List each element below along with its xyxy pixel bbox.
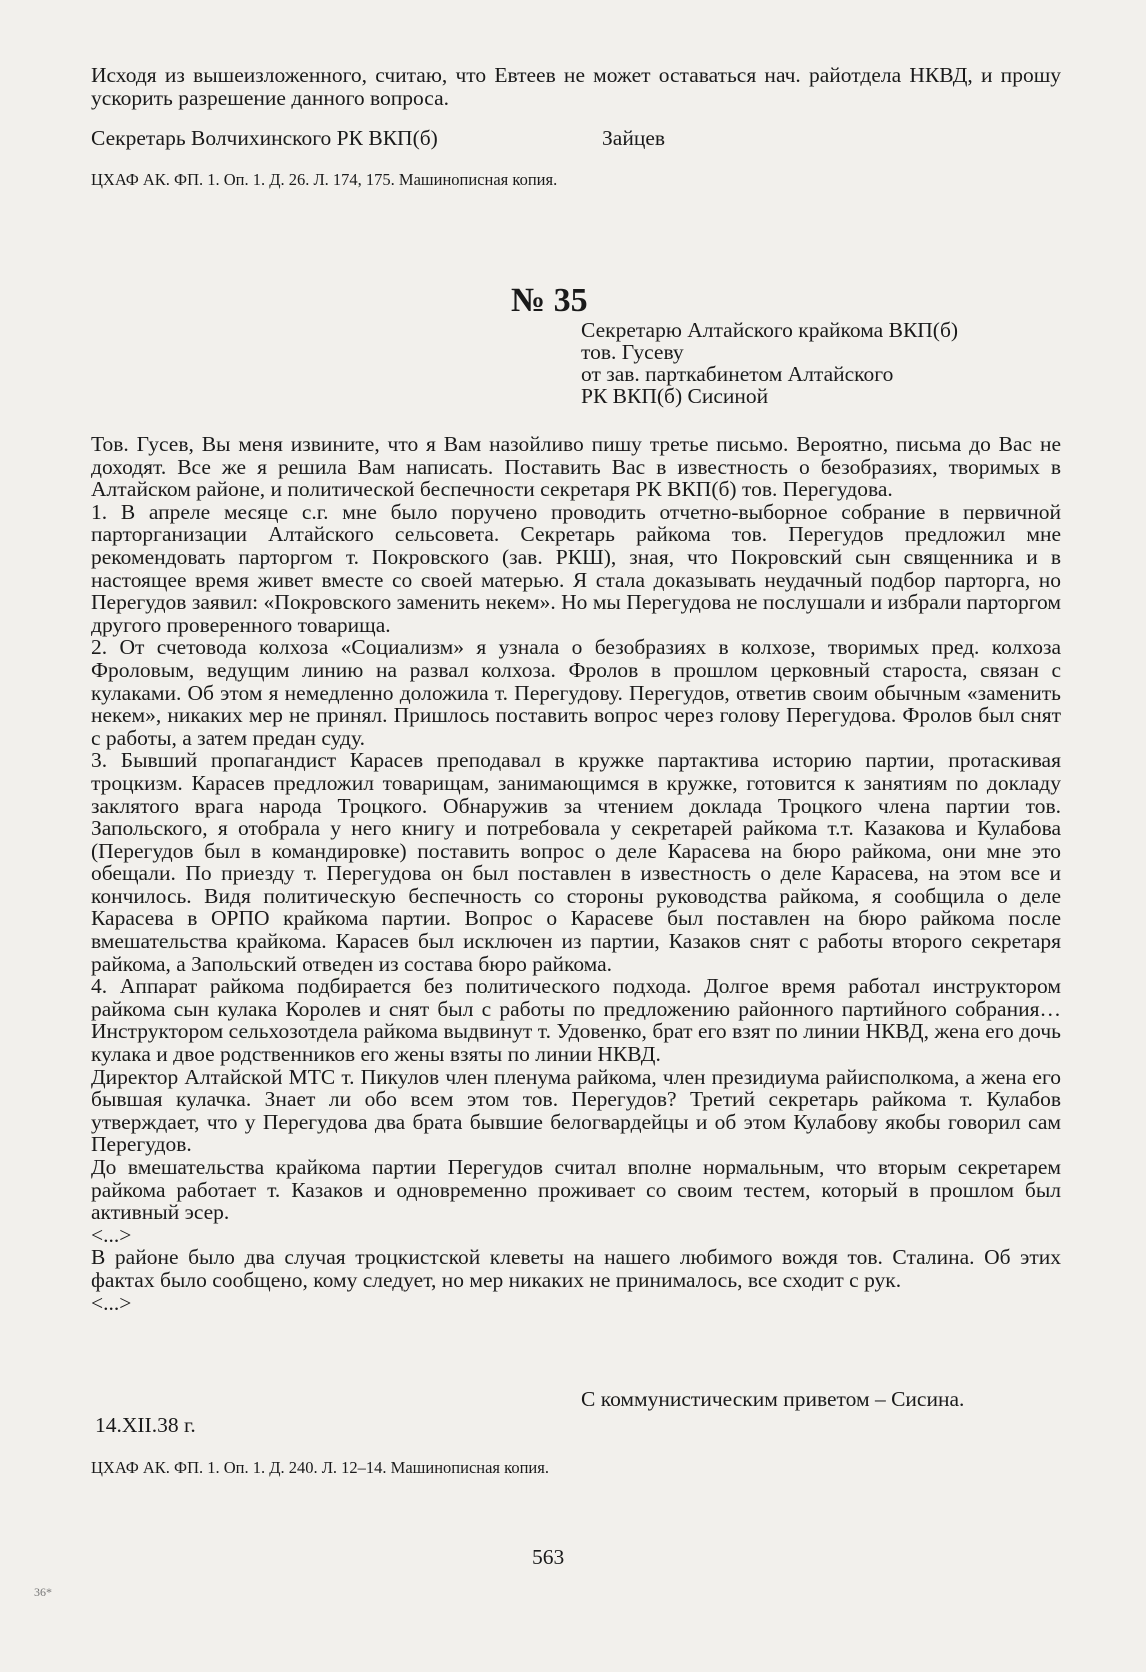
letter-date: 14.XII.38 г. — [95, 1413, 196, 1437]
addressee-line: тов. Гусеву — [581, 340, 684, 364]
closing-signature: С коммунистическим приветом – Сисина. — [581, 1387, 965, 1411]
letter-paragraph: 3. Бывший пропагандист Карасев преподавал в кружке партактива историю партии, протаскивая троцкизм. Карасев предложил товарищам, занимающимся в кружке, готовится к занятиям по докладу заклятого врага народа Троцкого. Обнаружив за чтением доклада Троцкого члена партии тов. Запольского, я отобрала у него книгу и потребовала у секретарей райкома т.т. Казакова и Кулабова (Перегудов был в командировке) поставить вопрос о деле Карасева на бюро райкома, они мне это обещали. По приезду т. Перегудова он был поставлен в известность о деле Карасева, на этом все и кончилось. Видя политическую беспечность со стороны руководства райкома, я сообщила о деле Карасева в ОРПО крайкома партии. Вопрос о Карасеве был поставлен на бюро райкома после вмешательства крайкома. Карасев был исключен из партии, Казаков снят с работы второго секретаря райкома, а Запольский отведен из состава бюро райкома. — [91, 748, 1061, 976]
archive-reference-1: ЦХАФ АК. ФП. 1. Оп. 1. Д. 26. Л. 174, 175. Машинописная копия. — [91, 170, 558, 190]
letter-body — [91, 433, 1061, 1314]
addressee-line: Секретарю Алтайского крайкома ВКП(б) — [581, 318, 959, 342]
signature-position: Секретарь Волчихинского РК ВКП(б) — [91, 126, 438, 151]
top-section — [91, 64, 1061, 192]
letter-paragraph: В районе было два случая троцкистской клеветы на нашего любимого вождя тов. Сталина. Об этих фактах было сообщено, кому следует, но мер никаких не принималось, все сходит с рук. — [91, 1245, 1061, 1292]
signature-name: Зайцев — [602, 126, 666, 151]
letter-paragraph: 4. Аппарат райкома подбирается без политического подхода. Долгое время работал инструктором райкома сын кулака Королев и снят был с работы по предложению районного партийного собрания… Инструктором сельхозотдела райкома выдвинут т. Удовенко, брат его взят по линии НКВД, жена его дочь кулака и двое родственников его жены взяты по линии НКВД. — [91, 974, 1061, 1067]
page-number: 563 — [532, 1545, 565, 1569]
intro-paragraph: Исходя из вышеизложенного, считаю, что Евтеев не может оставаться нач. райотдела НКВД, и прошу ускорить разрешение данного вопроса. — [91, 63, 1061, 110]
sheet-mark: 36* — [34, 1585, 52, 1599]
addressee-line: РК ВКП(б) Сисиной — [581, 384, 769, 408]
addressee-line: от зав. парткабинетом Алтайского — [581, 362, 894, 386]
letter-paragraph: 1. В апреле месяце с.г. мне было поручено проводить отчетно-выборное собрание в первичной парторганизации Алтайского сельсовета. Секретарь райкома тов. Перегудов предложил мне рекомендовать парторгом т. Покровского (зав. РКШ), зная, что Покровский сын священника и в настоящее время живет вместе со своей матерью. Я стала доказывать неудачный подбор парторга, но Перегудов заявил: «Покровского заменить некем». Но мы Перегудова не послушали и избрали парторгом другого проверенного товарища. — [91, 499, 1061, 637]
letter-paragraph: До вмешательства крайкома партии Перегудов считал вполне нормальным, что вторым секретарем райкома работает т. Казаков и одновременно проживает со своим тестем, который в прошлом был активный эсер. — [91, 1155, 1061, 1225]
signature-line — [91, 127, 1061, 151]
letter-paragraph: Директор Алтайской МТС т. Пикулов член пленума райкома, член президиума райисполкома, а жена его бывшая кулачка. Знает ли обо всем этом тов. Перегудов? Третий секретарь райкома т. Кулабов утверждает, что у Перегудова два брата бывшие белогвардейцы и об этом Кулабову якобы говорил сам Перегудов. — [91, 1064, 1061, 1157]
omission-marker: <...> — [91, 1290, 132, 1315]
letter-paragraph: 2. От счетовода колхоза «Социализм» я узнала о безобразиях в колхозе, творимых пред. колхоза Фроловым, ведущим линию на развал колхоза. Фролов в прошлом церковный староста, связан с кулаками. Об этом я немедленно доложила т. Перегудову. Перегудов, ответив своим обычным «заменить некем», никаких мер не принял. Пришлось поставить вопрос через голову Перегудова. Фролов был снят с работы, а затем предан суду. — [91, 635, 1061, 750]
document-number: № 35 — [511, 282, 588, 319]
archive-reference-2: ЦХАФ АК. ФП. 1. Оп. 1. Д. 240. Л. 12–14. Машинописная копия. — [91, 1458, 549, 1477]
addressee-block — [581, 319, 958, 407]
omission-marker: <...> — [91, 1222, 132, 1247]
letter-paragraph: Тов. Гусев, Вы меня извините, что я Вам назойливо пишу третье письмо. Вероятно, письма до Вас не доходят. Все же я решила Вам написать. Поставить Вас в известность о безобразиях, творимых в Алтайском районе, и политической беспечности секретаря РК ВКП(б) тов. Перегудова. — [91, 432, 1061, 502]
